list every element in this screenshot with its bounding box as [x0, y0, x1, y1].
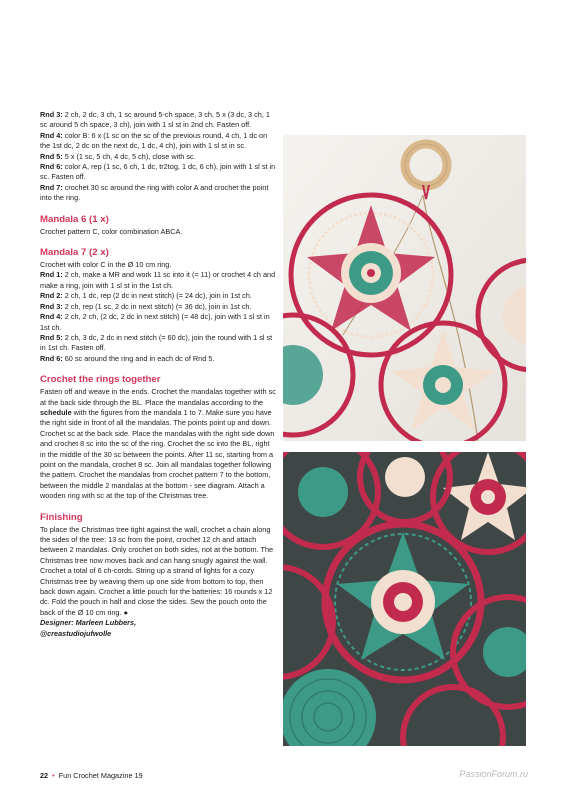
m7-round-4: Rnd 4: 2 ch, 2 ch, (2 dc, 2 dc in next stitch) (= 48 dc), join with 1 sl st in 1st ch. — [40, 312, 270, 332]
footer-bullet: • — [52, 771, 55, 780]
m7-round-1: Rnd 1: 2 ch, make a MR and work 11 sc into it (= 11) or crochet 4 ch and make a ring, join with 1 sl st in the 1st ch. — [40, 270, 276, 290]
designer-credit: Designer: Marleen Lubbers, — [40, 618, 137, 628]
text-column — [40, 110, 276, 639]
round-5: Rnd 5: 5 x (1 sc, 5 ch, 4 dc, 5 ch), close with sc. — [40, 151, 196, 161]
watermark: PassionForum.ru — [459, 769, 528, 779]
page-footer — [40, 771, 143, 780]
finishing-heading: Finishing — [40, 511, 83, 523]
mandala-photo-bottom-image — [283, 452, 526, 746]
designer-handle: @creastudiojufwolle — [40, 628, 112, 638]
finishing-text: To place the Christmas tree tight against the wall, crochet a chain along the sides of the tree: 13 sc from the point, crochet 12 ch and attach between 2 mandalas. Only crochet on both sides, not at the bottom. The Christmas tree now moves back and can hang snugly against the wall. Crochet a total of 6 ch-cords. String up a strand of lights for a cozy Christmas tree by weaving them up one side from bottom to top, then back down again. Crochet a little pouch for the batteries: 16 rounds x 12 dc. Fold the pouch in half and close the sides. Sew the pouch onto the back of the Ø 10 cm ring. ● — [40, 524, 274, 617]
end-mark: ● — [123, 607, 128, 617]
rings-text: Fasten off and weave in the ends. Crochet the mandalas together with sc at the back side through the BL. Place the mandalas according to the schedule with the figures from the mandala 1 to 7. Make sure you have the right side in front of all the mandalas. The points point up and down. Crochet sc at the back side. Place the mandalas with the right side down and crochet 8 sc into the sc of the ring. Crochet the sc into the BL, right in the middle of the 30 sc between the points. After 11 sc, starting from a point on the mandala, crochet 8 sc. Join all mandalas together following the pattern. Crochet the mandalas from crochet pattern 7 to the bottom, between the middle 2 mandalas at the bottom - see diagram. Attach a wooden ring with sc at the top of the Christmas tree. — [40, 387, 276, 501]
mandala-photo-top-image — [283, 135, 526, 441]
m7-round-6: Rnd 6: 60 sc around the ring and in each dc of Rnd 5. — [40, 353, 215, 363]
magazine-title: Fun Crochet Magazine 19 — [58, 771, 143, 780]
mandala-photo-top — [283, 135, 526, 441]
mandala-6-text: Crochet pattern C, color combination ABCA. — [40, 226, 183, 236]
m7-round-3: Rnd 3: 2 ch, rep (1 sc, 2 dc in next stitch) (= 36 dc), join in 1st ch. — [40, 301, 252, 311]
round-6: Rnd 6: color A, rep (1 sc, 6 ch, 1 dc, tr2tog, 1 dc, 6 ch), join with 1 sl st in sc. Fasten off. — [40, 162, 276, 182]
mandala-6-heading: Mandala 6 (1 x) — [40, 213, 109, 225]
round-7: Rnd 7: crochet 30 sc around the ring with color A and crochet the point into the ring. — [40, 182, 269, 203]
mandala-7-heading: Mandala 7 (2 x) — [40, 247, 109, 259]
mandala-7-intro: Crochet with color C in the Ø 10 cm ring. — [40, 260, 172, 270]
page-number: 22 — [40, 771, 49, 780]
m7-round-5: Rnd 5: 2 ch, 3 dc, 2 dc in next stitch (= 60 dc), join the round with 1 sl st in 1st ch. Fasten off. — [40, 332, 273, 353]
round-4: Rnd 4: color B: 6 x (1 sc on the sc of the previous round, 4 ch, 1 dc on the 1st dc, 2 dc on the next dc, 1 dc, 4 ch), join with 1 sl st in sc. — [40, 130, 268, 151]
intro-rounds — [40, 110, 276, 204]
m7-round-2: Rnd 2: 2 ch, 1 dc, rep (2 dc in next stitch) (= 24 dc), join in 1st ch. — [40, 291, 252, 301]
round-3: Rnd 3: 2 ch, 2 dc, 3 ch, 1 sc around 5-ch space, 3 ch, 5 x (3 dc, 3 ch, 1 sc around 5 ch space, 3 ch), join with 1 sl st in 2nd ch. Fasten off. — [40, 110, 270, 130]
mandala-photo-bottom — [283, 452, 526, 746]
rings-heading: Crochet the rings together — [40, 374, 161, 386]
